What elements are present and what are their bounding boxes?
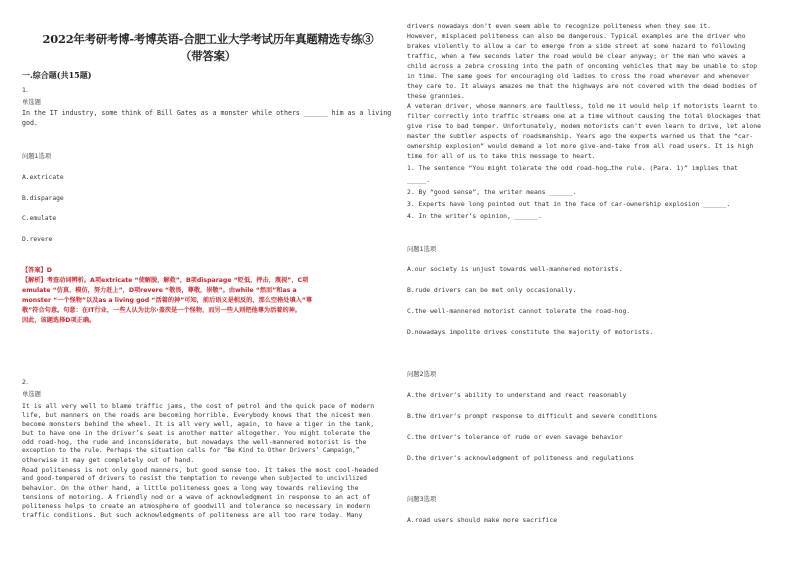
passage-line: filter correctly into traffic streams one at a time without causing the total blockages that (407, 112, 761, 120)
option-a: A.the driver’s ability to understand and react reasonably (407, 391, 627, 399)
passage-line: traffic, when a few seconds later the road would be clear anyway; or the man who waves a (407, 52, 746, 60)
passage-line: they care to. It always amazes me that the highways are not covered with the dead bodies of (407, 82, 758, 90)
sub-question: _____. (407, 176, 431, 184)
passage-line: However, misplaced politeness can also be dangerous. Typical examples are the driver who (407, 32, 746, 40)
passage-line: child across a zebra crossing into the path of oncoming vehicles that may be unable to stop (407, 62, 758, 70)
passage-line: life, but manners on the roads are becoming horrible. Everybody knows that the nicest men (22, 411, 371, 419)
passage-line: in time. The same goes for encouraging old ladies to cross the road wherever and whenever (407, 72, 750, 80)
explanation-line: 【解析】考查动词辨析。A项extricate “使解脱，解救”，B项disparage “贬低，抨击，蔑视”，C项 (22, 277, 309, 284)
question-type: 单选题 (22, 99, 41, 106)
passage-line: give rise to bad temper. Unfortunately, modem motorists can’t even learn to drive, let alone (407, 122, 761, 130)
passage-line: these grannies. (407, 92, 465, 100)
passage-line: traffic conditions. But such acknowledgments of politeness are all too rare today. Many (22, 511, 363, 519)
options-header: 问题1选项 (22, 153, 52, 160)
document-title-suffix: （带答案） (180, 49, 236, 63)
passage-line: tensions of motoring. A friendly nod or a wave of acknowledgment in response to an act of (22, 493, 371, 501)
question-type: 单选题 (22, 391, 41, 398)
options-header: 问题1选项 (407, 246, 437, 253)
question-stem-line: In the IT industry, some think of Bill Gates as a monster while others ______ him as a living (22, 109, 392, 117)
options-header: 问题2选项 (407, 371, 437, 378)
explanation-line: emulate “仿真，模仿，努力赶上”，D项revere “敬畏，尊敬，崇敬”。由while “然而”和as a (22, 287, 297, 294)
options-header: 问题3选项 (407, 496, 437, 503)
passage-line: drivers nowadays don’t even seem able to recognize politeness when they see it. (407, 22, 711, 30)
option-c: C.the driver’s tolerance of rude or even savage behavior (407, 433, 623, 441)
option-d: D.revere (22, 236, 53, 243)
option-a: A.our society is unjust towards well-mannered motorists. (407, 265, 623, 273)
explanation-line: monster “一个怪物”以及as a living god “活着的神”可知，前后语义是相反的，那么空格处填入“尊 (22, 297, 313, 304)
passage-line: become monsters behind the wheel. It is all very well, again, to have a tiger in the tank, (22, 420, 375, 428)
option-c: C.the well-mannered motorist cannot tolerate the road-hog. (407, 307, 631, 315)
passage-line: otherwise it may get completely out of hand. (22, 456, 195, 464)
option-a: A.road users should make more sacrifice (407, 516, 558, 524)
option-b: B.rude drivers can be met only occasionally. (407, 286, 577, 294)
option-a: A.extricate (22, 174, 64, 181)
passage-line: Road politeness is not only good manners, but good sense too. It takes the most cool-headed (22, 466, 379, 474)
explanation-line: 敬”符合句意。句意：在IT行业，一些人认为比尔·盖茨是一个怪物，而另一些人则把他尊为活着的神。 (22, 307, 301, 314)
passage-line: politeness helps to create an atmosphere of goodwill and tolerance so necessary in modern (22, 502, 371, 510)
option-b: B.disparage (22, 195, 64, 202)
passage-line: exception to the rule. Perhaps the situation calls for “Be Kind to Other Drivers’ Campaign,” (22, 447, 360, 454)
sub-question: 3. Experts have long pointed out that in the face of car-ownership explosion ______. (407, 200, 731, 208)
section-heading: 一.综合题(共15题) (22, 70, 92, 80)
passage-line: odd road-hog, the rude and inconsiderate, but nowadays the well-mannered motorist is the (22, 438, 367, 446)
passage-line: brakes violently to allow a car to emerge from a side street at some hazard to following (407, 42, 746, 50)
passage-line: master the subtler aspects of roadsmanship. Years ago the experts warned us that the “car- (407, 132, 754, 140)
question-stem-line: god. (22, 119, 38, 127)
passage-line: ownership explosion” would demand a lot more give-and-take from all road users. It is high (407, 142, 754, 150)
question-number: 1. (22, 87, 29, 94)
passage-line: and good-tempered of drivers to resist the temptation to revenge when subjected to uncivilized (22, 475, 367, 482)
document-title: 2022年考研考博-考博英语-合肥工业大学考试历年真题精选专练③ (42, 32, 374, 46)
sub-question: 1. The sentence “You might tolerate the odd road-hog…the rule. (Para. 1)” implies that (407, 164, 738, 172)
passage-line: A veteran driver, whose manners are faultless, told me it would help if motorists learnt to (407, 102, 758, 110)
passage-line: behavior. On the other hand, a little politeness goes a long way towards relieving the (22, 484, 359, 492)
option-d: D.the driver’s acknowledgment of politeness and regulations (407, 454, 635, 462)
option-c: C.emulate (22, 215, 57, 222)
passage-line: It is all very well to blame traffic jams, the cost of petrol and the quick pace of modern (22, 402, 375, 410)
question-number: 2. (22, 379, 29, 386)
option-b: B.the driver’s prompt response to difficult and severe conditions (407, 412, 658, 420)
explanation-line: 因此，该题选择D项正确。 (22, 317, 96, 324)
sub-question: 4. In the writer’s opinion, ______. (407, 212, 542, 220)
passage-line: time for all of us to take this message to heart. (407, 152, 596, 160)
passage-line: but to have one in the driver’s seat is another matter altogether. You might tolerate the (22, 429, 371, 437)
answer-label: 【答案】D (22, 267, 52, 274)
sub-question: 2. By “good sense”, the writer means ______. (407, 188, 577, 196)
option-d: D.nowadays impolite drives constitute the majority of motorists. (407, 328, 654, 336)
